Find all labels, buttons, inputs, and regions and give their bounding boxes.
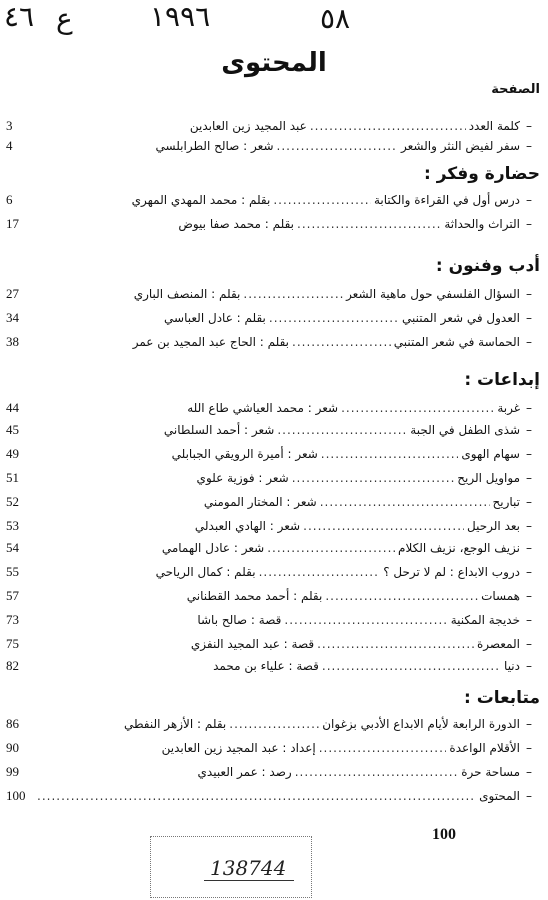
entry-dash: –	[526, 447, 532, 461]
handwritten-c: ع	[56, 2, 73, 35]
entry-page-number: 44	[5, 400, 19, 415]
toc-entry	[6, 308, 532, 328]
page-title: المحتوى	[221, 48, 327, 78]
dot-leader	[267, 538, 395, 558]
entry-dash: –	[526, 637, 532, 651]
entry-dash: –	[526, 287, 532, 301]
toc-entry	[6, 634, 532, 654]
dot-leader	[297, 214, 441, 234]
entry-author: رصد : عمر العبيدي	[197, 765, 292, 779]
entry-page-number: 3	[5, 118, 13, 133]
entry-page-number: 17	[5, 216, 19, 231]
entry-author: بقلم : كمال الرياحي	[155, 565, 256, 579]
toc-entry	[6, 656, 532, 676]
page-number: 100	[432, 826, 456, 843]
entry-title: بعد الرحيل	[467, 519, 520, 533]
entry-dash: –	[526, 659, 532, 673]
dot-leader	[37, 786, 476, 806]
dot-leader	[292, 332, 391, 352]
entry-author: شعر : عادل الهمامي	[161, 541, 265, 555]
toc-entry	[6, 444, 532, 464]
dot-leader	[229, 714, 319, 734]
dot-leader	[310, 116, 466, 136]
entry-title: خديجة المكنية	[450, 613, 520, 627]
entry-dash: –	[526, 589, 532, 603]
entry-page-number: 38	[5, 334, 19, 349]
toc-entry	[6, 538, 532, 558]
toc-entry	[6, 786, 532, 806]
page-column-label: الصفحة	[491, 82, 540, 97]
toc-entry	[6, 332, 532, 352]
entry-page-number: 45	[5, 422, 19, 437]
dot-leader	[273, 190, 371, 210]
entry-dash: –	[526, 217, 532, 231]
entry-dash: –	[526, 613, 532, 627]
entry-dash: –	[526, 193, 532, 207]
entry-title: الدورة الرابعة لأيام الابداع الأدبي بزغوان	[322, 717, 520, 731]
entry-dash: –	[526, 741, 532, 755]
toc-entry	[6, 562, 532, 582]
entry-dash: –	[526, 765, 532, 779]
entry-page-number: 99	[5, 764, 19, 779]
entry-author: شعر : صالح الطرابلسي	[155, 139, 274, 153]
toc-entry	[6, 610, 532, 630]
entry-title: نزيف الوجع، نزيف الكلام	[398, 541, 520, 555]
entry-author: بقلم : عادل العباسي	[164, 311, 266, 325]
entry-author: شعر : المختار المومني	[203, 495, 317, 509]
dot-leader	[269, 308, 399, 328]
dot-leader	[325, 586, 478, 606]
entry-dash: –	[526, 139, 532, 153]
dot-leader	[243, 284, 343, 304]
toc-entry	[6, 586, 532, 606]
dot-leader	[277, 420, 407, 440]
entry-page-number: 51	[5, 470, 19, 485]
toc-entry	[6, 398, 532, 418]
handwritten-annotation	[0, 0, 360, 34]
entry-dash: –	[526, 717, 532, 731]
toc-entry	[6, 762, 532, 782]
toc-entry	[6, 738, 532, 758]
entry-title: شذى الطفل في الجبة	[410, 423, 520, 437]
entry-dash: –	[526, 541, 532, 555]
entry-title: المعصرة	[476, 637, 520, 651]
entry-page-number: 73	[6, 612, 19, 627]
entry-title: المحتوى	[479, 789, 520, 803]
entry-page-number: 86	[6, 716, 19, 731]
entry-page-number: 54	[6, 540, 19, 555]
dot-leader	[277, 136, 399, 156]
handwritten-b: ١٩٩٦	[150, 0, 211, 33]
entry-title: همسات	[481, 589, 520, 603]
entry-author: قصة : صالح باشا	[197, 613, 282, 627]
dot-leader	[292, 468, 455, 488]
entry-title: الأقلام الواعدة	[449, 741, 520, 755]
entry-dash: –	[526, 401, 532, 415]
entry-author: قصة : عبد المجيد النفزي	[190, 637, 315, 651]
dot-leader	[319, 738, 447, 758]
entry-dash: –	[526, 423, 532, 437]
entry-title: سهام الهوى	[461, 447, 520, 461]
dot-leader	[284, 610, 447, 630]
entry-author: شعر : أميرة الرويقي الجبابلي	[171, 447, 318, 461]
dot-leader	[322, 656, 501, 676]
entry-title: التراث والحداثة	[444, 217, 520, 231]
toc-entry	[6, 468, 532, 488]
entry-dash: –	[526, 119, 532, 133]
entry-page-number: 75	[6, 636, 19, 651]
entry-page-number: 52	[6, 494, 19, 509]
entry-dash: –	[526, 519, 532, 533]
entry-author: بقلم : محمد صفا بيوض	[178, 217, 295, 231]
entry-dash: –	[526, 789, 532, 803]
entry-dash: –	[526, 565, 532, 579]
entry-page-number: 57	[6, 588, 19, 603]
toc-entry	[6, 516, 532, 536]
entry-author: إعداد : عبد المجيد زين العابدين	[161, 741, 316, 755]
entry-title: سفر لفيض النثر والشعر	[401, 139, 520, 153]
entry-page-number: 100	[6, 788, 26, 803]
entry-title: الحماسة في شعر المتنبي	[393, 335, 520, 349]
entry-author: بقلم : الحاج عبد المجيد بن عمر	[132, 335, 290, 349]
entry-title: مواويل الريح	[457, 471, 520, 485]
entry-page-number: 4	[5, 138, 13, 153]
entry-author: عبد المجيد زين العابدين	[189, 119, 307, 133]
entry-page-number: 6	[6, 192, 13, 207]
entry-title: دروب الابداع : لم لا ترحل ؟	[383, 565, 520, 579]
dot-leader	[317, 634, 474, 654]
section-heading: أدب وفنون :	[435, 256, 540, 276]
toc-entry	[6, 116, 532, 136]
entry-dash: –	[526, 335, 532, 349]
entry-author: بقلم : المنصف الباري	[133, 287, 241, 301]
entry-author: بقلم : الأزهر النفطي	[123, 717, 227, 731]
toc-entry	[6, 190, 532, 210]
entry-author: بقلم : أحمد محمد القطناني	[186, 589, 323, 603]
entry-page-number: 53	[6, 518, 19, 533]
entry-title: السؤال الفلسفي حول ماهية الشعر	[346, 287, 520, 301]
entry-dash: –	[526, 495, 532, 509]
entry-author: بقلم : محمد المهدي المهري	[131, 193, 271, 207]
toc-entry	[6, 714, 532, 734]
entry-title: دنيا	[504, 659, 520, 673]
entry-page-number: 34	[5, 310, 19, 325]
entry-title: العدول في شعر المتنبي	[401, 311, 520, 325]
entry-author: شعر : الهادي العبدلي	[194, 519, 301, 533]
stamp-underline	[204, 880, 294, 881]
entry-author: قصة : علياء بن محمد	[213, 659, 319, 673]
entry-title: غربة	[497, 401, 520, 415]
entry-page-number: 55	[6, 564, 19, 579]
entry-title: مساحة حرة	[461, 765, 520, 779]
dot-leader	[303, 516, 464, 536]
handwritten-a: ٥٨	[320, 2, 351, 35]
entry-title: درس أول في القراءة والكتابة	[373, 193, 520, 207]
entry-dash: –	[526, 471, 532, 485]
dot-leader	[321, 444, 459, 464]
entry-author: شعر : أحمد السلطاني	[163, 423, 275, 437]
section-heading: متابعات :	[463, 688, 540, 708]
toc-entry	[6, 136, 532, 156]
toc-entry	[6, 284, 532, 304]
entry-page-number: 27	[6, 286, 19, 301]
entry-author: شعر : محمد العياشي طاع الله	[187, 401, 339, 415]
dot-leader	[259, 562, 381, 582]
dot-leader	[320, 492, 490, 512]
entry-title: كلمة العدد	[468, 119, 520, 133]
dot-leader	[295, 762, 459, 782]
entry-page-number: 49	[6, 446, 19, 461]
toc-entry	[6, 214, 532, 234]
handwritten-d: ٤٦	[4, 0, 35, 33]
entry-dash: –	[526, 311, 532, 325]
toc-entry	[6, 492, 532, 512]
section-heading: إبداعات :	[464, 370, 540, 390]
entry-page-number: 90	[5, 740, 19, 755]
entry-title: تباريح	[492, 495, 520, 509]
dot-leader	[341, 398, 494, 418]
entry-author: شعر : فوزية علوي	[196, 471, 289, 485]
entry-page-number: 82	[5, 658, 19, 673]
section-heading: حضارة وفكر :	[423, 164, 540, 184]
stamp-number: 138744	[210, 856, 287, 880]
toc-entry	[6, 420, 532, 440]
